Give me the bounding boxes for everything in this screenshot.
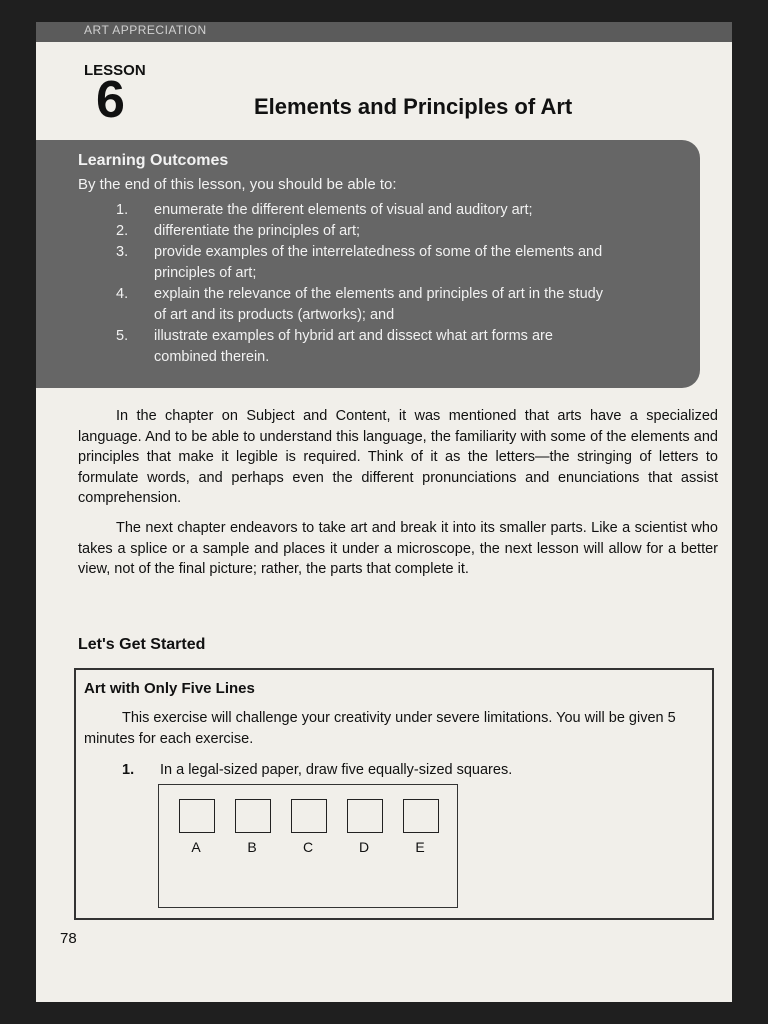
learning-outcomes-heading: Learning Outcomes (78, 152, 229, 169)
step-text: In a legal-sized paper, draw five equally-sized squares. (160, 762, 513, 778)
outcome-item (116, 200, 616, 221)
outcome-text: provide examples of the interrelatedness of some of the elements and principles of art; (154, 244, 603, 281)
outcome-item (116, 326, 616, 368)
page-number: 78 (60, 930, 77, 947)
lesson-label: LESSON (84, 62, 146, 79)
square-a (179, 799, 215, 833)
outcome-item (116, 242, 616, 284)
outcome-text: differentiate the principles of art; (154, 223, 361, 239)
outcome-number: 3. (116, 244, 129, 260)
outcome-text: enumerate the different elements of visual and auditory art; (154, 202, 533, 218)
square-d (347, 799, 383, 833)
square-label: E (415, 839, 425, 855)
outcome-text: illustrate examples of hybrid art and dissect what art forms are combined therein. (154, 328, 553, 365)
square-b (235, 799, 271, 833)
outcome-text: explain the relevance of the elements and principles of art in the study of art and its products (artworks); and (154, 286, 603, 323)
running-title: ART APPRECIATION (84, 23, 207, 37)
learning-outcomes-list (116, 200, 616, 368)
square-e (403, 799, 439, 833)
lesson-number: 6 (96, 71, 125, 129)
outcome-number: 2. (116, 223, 129, 239)
square-label: C (302, 839, 314, 855)
body-paragraph-2: The next chapter endeavors to take art and break it into its smaller parts. Like a scientist who takes a splice or a sample and places it under a microscope, the next lesson will allow for a better view, not of the final picture; rather, the parts that complete it. (78, 520, 718, 577)
squares-illustration (158, 784, 458, 908)
activity-box (74, 668, 714, 920)
square-label: A (191, 839, 201, 855)
step-number: 1. (122, 762, 135, 778)
activity-description: This exercise will challenge your creativity under severe limitations. You will be given 5 minutes for each exercise. (84, 710, 676, 747)
outcome-number: 4. (116, 286, 129, 302)
outcome-item (116, 221, 616, 242)
outcome-number: 1. (116, 202, 129, 218)
square-label: D (358, 839, 370, 855)
body-paragraph-1: In the chapter on Subject and Content, it was mentioned that arts have a specialized language. And to be able to understand this language, the familiarity with some of the elements and principles that make it legible is required. Think of it as the letters—the stringing of letters to formulate words, and perhaps even the different pronunciations and enunciations that assist comprehension. (78, 408, 718, 506)
learning-outcomes-intro: By the end of this lesson, you should be able to: (78, 176, 397, 193)
activity-title: Art with Only Five Lines (84, 680, 255, 697)
learning-outcomes-box (36, 140, 700, 388)
square-label: B (247, 839, 257, 855)
running-header (36, 22, 732, 42)
lets-get-started-heading: Let's Get Started (78, 636, 206, 653)
book-page (36, 22, 732, 1002)
outcome-number: 5. (116, 328, 129, 344)
square-c (291, 799, 327, 833)
lesson-title: Elements and Principles of Art (254, 94, 573, 119)
outcome-item (116, 284, 616, 326)
